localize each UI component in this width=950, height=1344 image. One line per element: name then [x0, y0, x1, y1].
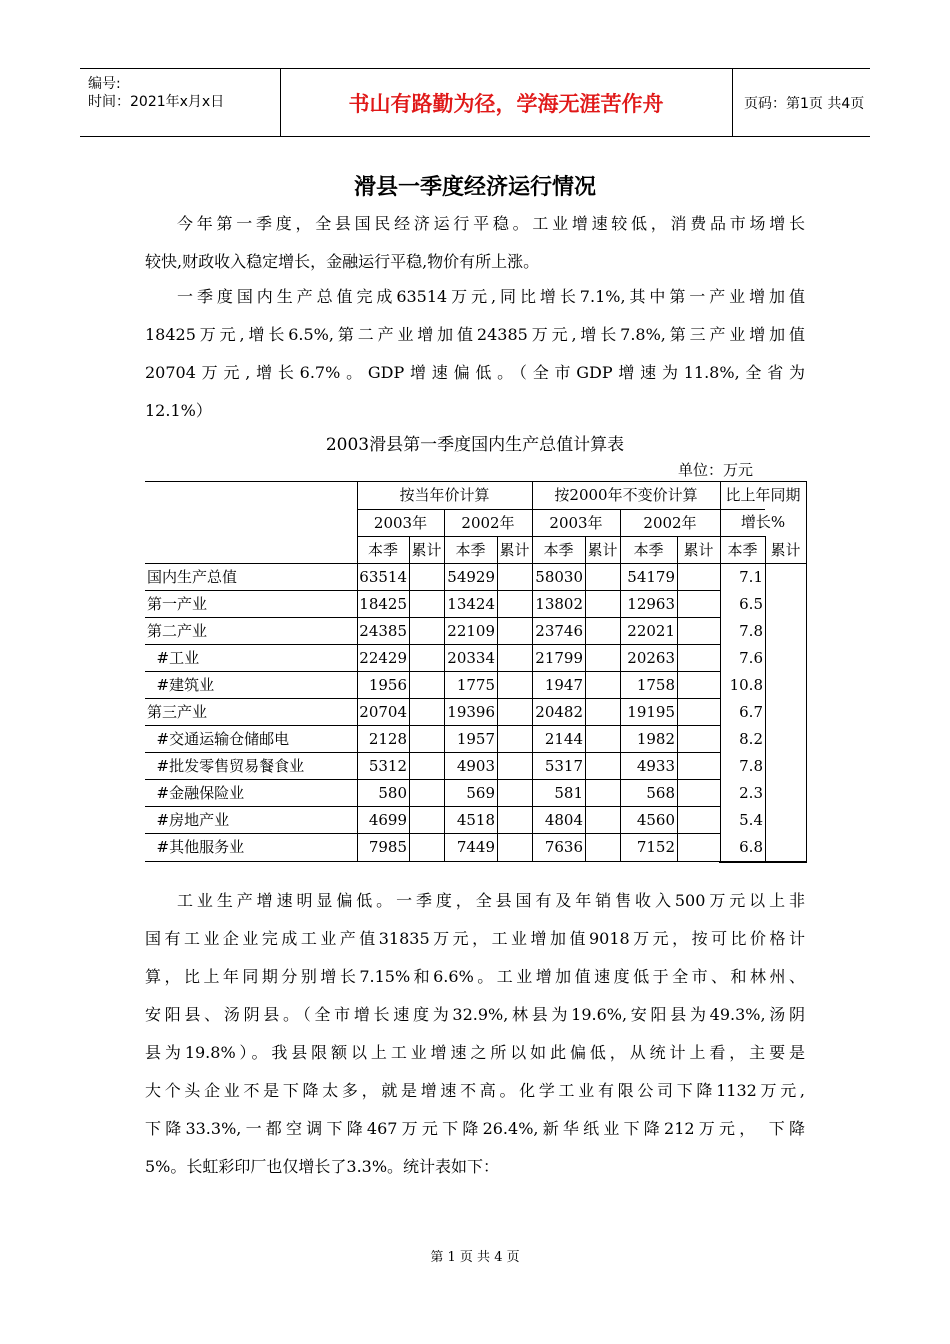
paragraph-line: 安阳县、汤阴县。（全市增长速度为32.9%,林县为19.6%,安阳县为49.3%,汤阴	[145, 1005, 805, 1024]
header-meta-cell	[80, 69, 281, 136]
cell-constant-2002: 20263	[627, 649, 675, 667]
table-rule	[585, 536, 586, 861]
cell-growth: 7.8	[739, 622, 763, 640]
cell-constant-2003: 1947	[544, 676, 583, 694]
cell-growth: 7.8	[739, 757, 763, 775]
cell-constant-2002: 1982	[636, 730, 675, 748]
paragraph-line: 一季度国内生产总值完成63514万元,同比增长7.1%,其中第一产业增加值	[177, 287, 805, 306]
header-cumulative: 累计	[683, 541, 714, 559]
document-title: 滑县一季度经济运行情况	[353, 175, 596, 200]
cell-current-2002: 4518	[456, 811, 495, 829]
header-current-price: 按当年价计算	[399, 486, 490, 504]
cell-constant-2003: 7636	[544, 838, 583, 856]
cell-constant-2003: 21799	[535, 649, 583, 667]
motto: 书山有路勤为径，学海无涯苦作舟	[280, 69, 733, 136]
row-label: #批发零售贸易餐食业	[147, 757, 305, 775]
cell-current-2002: 54929	[447, 568, 495, 586]
cell-current-2002: 1775	[456, 676, 495, 694]
cell-current-2002: 20334	[447, 649, 495, 667]
row-label: #金融保险业	[147, 784, 245, 802]
cell-current-2003: 4699	[368, 811, 407, 829]
row-label: 第三产业	[147, 703, 208, 721]
table-rule	[497, 536, 498, 861]
cell-current-2003: 5312	[368, 757, 407, 775]
cell-constant-2003: 581	[554, 784, 583, 802]
cell-current-2002: 4903	[456, 757, 495, 775]
cell-constant-2003: 13802	[535, 595, 583, 613]
table-rule	[409, 536, 410, 861]
paragraph-line: 下降33.3%,一都空调下降467万元下降26.4%,新华纸业下降212万元， 下降	[145, 1119, 805, 1138]
cell-current-2003: 18425	[359, 595, 407, 613]
paragraph-line: 5%。长虹彩印厂也仅增长了3.3%。统计表如下：	[145, 1157, 500, 1176]
document-header	[80, 68, 870, 137]
cell-constant-2003: 4804	[544, 811, 583, 829]
header-season: 本季	[727, 541, 758, 559]
cell-constant-2002: 7152	[636, 838, 675, 856]
header-constant-price: 按2000年不变价计算	[554, 486, 698, 504]
paragraph-line: 今年第一季度，全县国民经济运行平稳。工业增速较低，消费品市场增长	[177, 214, 805, 233]
paragraph-line: 12.1%）	[145, 401, 212, 420]
header-season: 本季	[367, 541, 398, 559]
cell-constant-2002: 19195	[627, 703, 675, 721]
header-growth-unit: 增长%	[740, 513, 786, 531]
header-season: 本季	[633, 541, 664, 559]
cell-current-2003: 2128	[368, 730, 407, 748]
cell-constant-2003: 2144	[544, 730, 583, 748]
cell-current-2002: 1957	[456, 730, 495, 748]
header-cumulative: 累计	[587, 541, 618, 559]
header-cumulative: 累计	[411, 541, 442, 559]
cell-current-2002: 13424	[447, 595, 495, 613]
table-rule	[765, 536, 766, 861]
paragraph-2	[145, 278, 805, 430]
paragraph-line: 较快,财政收入稳定增长，金融运行平稳,物价有所上涨。	[145, 252, 540, 271]
cell-constant-2003: 23746	[535, 622, 583, 640]
row-label: #其他服务业	[147, 838, 245, 856]
cell-growth: 2.3	[739, 784, 763, 802]
header-growth: 比上年同期	[725, 486, 801, 504]
table-rule	[806, 481, 807, 861]
cell-current-2003: 63514	[359, 568, 407, 586]
cell-constant-2002: 54179	[627, 568, 675, 586]
cell-growth: 7.1	[739, 568, 763, 586]
cell-growth: 10.8	[729, 676, 763, 694]
paragraph-line: 算，比上年同期分别增长7.15%和6.6%。工业增加值速度低于全市、和林州、	[145, 967, 805, 986]
cell-growth: 7.6	[739, 649, 763, 667]
header-season: 本季	[543, 541, 574, 559]
cell-growth: 5.4	[739, 811, 763, 829]
header-year-2003: 2003年	[549, 514, 603, 532]
cell-current-2003: 7985	[368, 838, 407, 856]
header-cumulative: 累计	[499, 541, 530, 559]
cell-growth: 6.5	[739, 595, 763, 613]
paragraph-line: 大个头企业不是下降太多，就是增速不高。化学工业有限公司下降1132万元,	[145, 1081, 805, 1100]
table-caption: 2003滑县第一季度国内生产总值计算表	[325, 435, 625, 455]
header-year-2003: 2003年	[373, 514, 428, 532]
cell-current-2002: 22109	[447, 622, 495, 640]
header-cumulative: 累计	[770, 541, 801, 559]
page-footer: 第 1 页 共 4 页	[430, 1250, 520, 1265]
row-label: 国内生产总值	[147, 568, 238, 586]
cell-current-2003: 1956	[368, 676, 407, 694]
cell-current-2002: 7449	[456, 838, 495, 856]
cell-current-2002: 569	[466, 784, 495, 802]
header-year-2002: 2002年	[643, 514, 697, 532]
row-label: 第二产业	[147, 622, 208, 640]
paragraph-line: 县为19.8%）。我县限额以上工业增速之所以如此偏低，从统计上看，主要是	[145, 1043, 805, 1062]
paragraph-line: 国有工业企业完成工业产值31835万元，工业增加值9018万元，按可比价格计	[145, 929, 805, 948]
row-label: #交通运输仓储邮电	[147, 730, 290, 748]
cell-current-2003: 580	[378, 784, 407, 802]
table-rule	[677, 536, 678, 861]
header-year-2002: 2002年	[461, 514, 515, 532]
table-unit: 单位：万元	[678, 461, 754, 479]
header-season: 本季	[455, 541, 486, 559]
cell-current-2003: 20704	[359, 703, 407, 721]
table-rule	[145, 861, 806, 862]
row-label: #建筑业	[147, 676, 215, 694]
cell-growth: 8.2	[739, 730, 763, 748]
cell-constant-2003: 58030	[535, 568, 583, 586]
table-rule	[719, 861, 807, 863]
row-label: #工业	[147, 649, 200, 667]
cell-constant-2002: 12963	[627, 595, 675, 613]
cell-current-2003: 24385	[359, 622, 407, 640]
paragraph-line: 20704万元,增长6.7%。GDP增速偏低。（全市GDP增速为11.8%,全省为	[145, 363, 805, 382]
paragraph-3	[145, 882, 805, 1186]
cell-constant-2002: 4560	[636, 811, 675, 829]
cell-constant-2002: 4933	[636, 757, 675, 775]
row-label: 第一产业	[147, 595, 208, 613]
cell-constant-2003: 20482	[535, 703, 583, 721]
paragraph-line: 工业生产增速明显偏低。一季度，全县国有及年销售收入500万元以上非	[177, 891, 805, 910]
number-label: 编号:	[88, 76, 121, 92]
row-label: #房地产业	[147, 811, 230, 829]
cell-constant-2003: 5317	[544, 757, 583, 775]
cell-growth: 6.8	[739, 838, 763, 856]
cell-growth: 6.7	[739, 703, 763, 721]
cell-current-2002: 19396	[447, 703, 495, 721]
paragraph-line: 18425万元,增长6.5%,第二产业增加值24385万元,增长7.8%,第三产业增加值	[145, 325, 805, 344]
cell-constant-2002: 22021	[627, 622, 675, 640]
cell-constant-2002: 568	[646, 784, 675, 802]
paragraph-1	[145, 205, 805, 281]
cell-current-2003: 22429	[359, 649, 407, 667]
page-indicator: 页码：第1页 共4页	[744, 95, 865, 112]
cell-constant-2002: 1758	[636, 676, 675, 694]
time-label: 时间：2021年x月x日	[88, 94, 225, 110]
